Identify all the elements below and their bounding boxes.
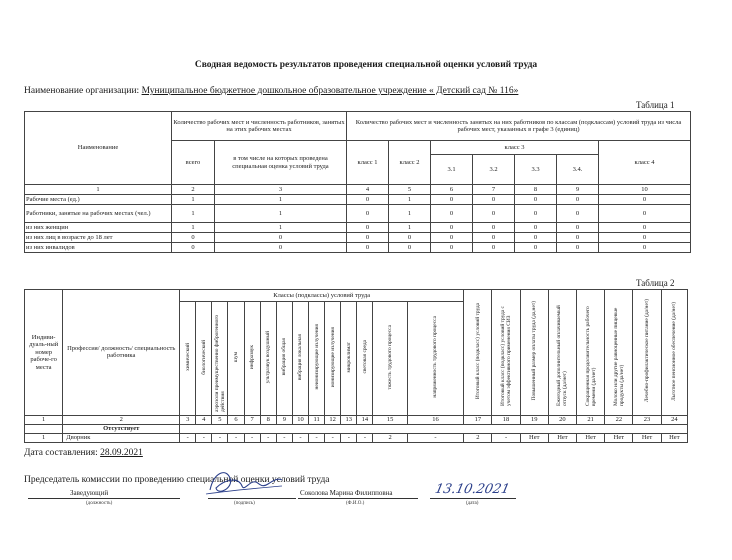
t1-cell: 0 <box>557 223 599 233</box>
t2-colnum: 19 <box>520 415 548 424</box>
t2-cell: Нет <box>661 433 687 442</box>
t1-cell: 0 <box>515 205 557 223</box>
position-line <box>28 498 180 499</box>
t1-cell: 1 <box>389 205 431 223</box>
t1-cell: 1 <box>389 223 431 233</box>
t1-cell: 0 <box>473 233 515 243</box>
workplace-table <box>24 289 688 443</box>
t2-colnum: 16 <box>407 415 464 424</box>
organization-name: Муниципальное бюджетное дошкольное образовательное учреждение « Детский сад № 116» <box>141 86 519 96</box>
t1-row-name: Рабочие места (ед.) <box>25 195 172 205</box>
t2-header-classes: Классы (подклассы) условий труда <box>180 290 464 302</box>
t2-cell: - <box>492 433 520 442</box>
t2-header-factor: микроклимат <box>341 302 357 416</box>
t1-cell: 0 <box>557 243 599 253</box>
t2-header-result: Льготное пенсионное обеспечение (да/нет) <box>661 290 687 416</box>
t2-colnum: 22 <box>605 415 633 424</box>
t1-colnum: 4 <box>347 185 389 195</box>
t1-colnum: 5 <box>389 185 431 195</box>
t2-cell: Нет <box>520 433 548 442</box>
t1-header-class1: класс 1 <box>347 141 389 185</box>
t2-header-factor: тяжесть трудового процесса <box>373 302 407 416</box>
t1-row-name: из них лиц в возрасте до 18 лет <box>25 233 172 243</box>
t2-header-factor: вибрация общая <box>276 302 292 416</box>
t1-cell: 0 <box>347 205 389 223</box>
t2-colnum: 6 <box>228 415 244 424</box>
t2-cell: - <box>276 433 292 442</box>
t2-header-factor: химический <box>180 302 196 416</box>
t2-header-factor: ионизирующие излучения <box>325 302 341 416</box>
t1-cell: 1 <box>172 195 215 205</box>
t2-colnum: 12 <box>325 415 341 424</box>
t2-header-result: Повышенный размер оплаты труда (да,нет) <box>520 290 548 416</box>
compilation-date <box>24 448 143 458</box>
t2-colnum: 3 <box>180 415 196 424</box>
t2-cell: 2 <box>373 433 407 442</box>
t1-header-class4: класс 4 <box>599 141 691 185</box>
t1-cell: 1 <box>172 205 215 223</box>
handwritten-date-text: 13.10.2021 <box>433 482 512 497</box>
t1-cell: 0 <box>473 243 515 253</box>
t1-header-class2: класс 2 <box>389 141 431 185</box>
t1-row-name: из них инвалидов <box>25 243 172 253</box>
t1-row <box>25 195 691 205</box>
t1-cell: 0 <box>599 243 691 253</box>
date-value: 28.09.2021 <box>100 448 143 458</box>
t2-colnum: 10 <box>292 415 308 424</box>
t1-colnum: 10 <box>599 185 691 195</box>
t2-colnum: 5 <box>212 415 228 424</box>
t2-row-number: 1 <box>25 433 63 442</box>
t1-cell: 0 <box>515 223 557 233</box>
date-label: Дата составления: <box>24 448 98 458</box>
t1-cell: 0 <box>431 205 473 223</box>
t1-colnum: 8 <box>515 185 557 195</box>
t2-colnum: 20 <box>548 415 576 424</box>
t2-cell: - <box>228 433 244 442</box>
t2-header-factor: неионизирующие излучения <box>309 302 325 416</box>
t2-colnum: 11 <box>309 415 325 424</box>
t2-colnum: 1 <box>25 415 63 424</box>
t2-row-profession: Дворник <box>63 433 180 442</box>
t2-cell: Нет <box>548 433 576 442</box>
t2-header-factor: световая среда <box>357 302 373 416</box>
t2-cell: - <box>260 433 276 442</box>
t2-header-factor: биологический <box>196 302 212 416</box>
t1-cell: 0 <box>347 223 389 233</box>
chair-position: Заведующий <box>70 489 109 497</box>
t2-header-result: Лечебно-профилактическое питание (да/нет) <box>633 290 661 416</box>
t1-cell: 0 <box>215 243 347 253</box>
caption-signature: (подпись) <box>234 501 255 506</box>
t1-cell: 0 <box>431 195 473 205</box>
t1-row <box>25 233 691 243</box>
t1-cell: 1 <box>389 195 431 205</box>
t2-colnum: 13 <box>341 415 357 424</box>
t2-section-row <box>25 424 688 433</box>
t1-cell: 1 <box>215 195 347 205</box>
t1-cell: 0 <box>599 223 691 233</box>
t2-cell: - <box>244 433 260 442</box>
t1-header-sub: 3.1 <box>431 155 473 185</box>
t1-header-class3: класс 3 <box>431 141 599 155</box>
t1-header-sub: 3.3 <box>515 155 557 185</box>
handwritten-signature <box>204 466 284 502</box>
t2-section-label: Отсутствует <box>63 424 180 433</box>
t1-cell: 0 <box>473 223 515 233</box>
document-title: Сводная ведомость результатов проведения специальной оценки условий труда <box>194 60 538 70</box>
t2-header-factor: шум <box>228 302 244 416</box>
t2-header-result: Итоговый класс (подкласс) условий труда <box>464 290 492 416</box>
t1-column-numbers <box>25 185 691 195</box>
t2-header-factor: ультразвук воздушный <box>260 302 276 416</box>
t1-cell: 0 <box>347 233 389 243</box>
t2-cell: Нет <box>633 433 661 442</box>
t2-colnum: 14 <box>357 415 373 424</box>
t1-cell: 0 <box>557 233 599 243</box>
t1-cell: 1 <box>172 223 215 233</box>
t2-cell: - <box>292 433 308 442</box>
t2-header-number: Индиви-дуаль-ный номер рабоче-го места <box>25 290 63 416</box>
t1-cell: 1 <box>215 205 347 223</box>
t1-header-sub: 3.2 <box>473 155 515 185</box>
t2-header-factor: вибрация локальная <box>292 302 308 416</box>
t2-colnum: 4 <box>196 415 212 424</box>
t2-cell: - <box>196 433 212 442</box>
t2-cell: - <box>325 433 341 442</box>
t1-cell: 0 <box>599 195 691 205</box>
t1-header-sub: 3.4. <box>557 155 599 185</box>
fio-line <box>298 498 418 499</box>
t1-cell: 0 <box>431 233 473 243</box>
t1-colnum: 9 <box>557 185 599 195</box>
t1-cell: 0 <box>515 195 557 205</box>
t1-header-total: всего <box>172 141 215 185</box>
t1-colnum: 1 <box>25 185 172 195</box>
t1-cell: 0 <box>347 243 389 253</box>
summary-table <box>24 111 691 253</box>
t2-header-result: Молоко или другие равноценные пищевые продукты (да/нет) <box>605 290 633 416</box>
t2-cell: Нет <box>577 433 605 442</box>
t1-colnum: 7 <box>473 185 515 195</box>
organization-line <box>24 86 518 96</box>
t2-header-factor: аэрозоли преимущественно фиброгенного действия <box>212 302 228 416</box>
t2-header-result: Итоговый класс (подкласс) условий труда с учетом эффективного применения СИЗ <box>492 290 520 416</box>
t1-cell: 0 <box>347 195 389 205</box>
t1-cell: 0 <box>557 205 599 223</box>
t2-colnum: 2 <box>63 415 180 424</box>
caption-fio: (Ф.И.О.) <box>346 501 365 506</box>
t2-colnum: 15 <box>373 415 407 424</box>
t1-cell: 0 <box>515 233 557 243</box>
t2-column-numbers <box>25 415 688 424</box>
chair-fio: Соколова Марина Филипповна <box>300 489 393 497</box>
t2-colnum: 21 <box>577 415 605 424</box>
date-line <box>430 498 516 499</box>
t1-cell: 0 <box>172 233 215 243</box>
commission-chair-label: Председатель комиссии по проведению специальной оценки условий труда <box>24 475 330 485</box>
t1-cell: 0 <box>515 243 557 253</box>
t2-cell: - <box>407 433 464 442</box>
t1-cell: 0 <box>215 233 347 243</box>
t1-colnum: 2 <box>172 185 215 195</box>
t2-header-result: Ежегодный дополнительный оплачиваемый отпуск (да/нет) <box>548 290 576 416</box>
t1-colnum: 3 <box>215 185 347 195</box>
t2-colnum: 17 <box>464 415 492 424</box>
t1-row-name: Работники, занятые на рабочих местах (чел.) <box>25 205 172 223</box>
t1-header-count: Количество рабочих мест и численность работников, занятых на этих рабочих местах <box>172 112 347 141</box>
t1-row <box>25 243 691 253</box>
t2-row <box>25 433 688 442</box>
t1-cell: 0 <box>172 243 215 253</box>
t1-cell: 0 <box>599 233 691 243</box>
t1-row <box>25 205 691 223</box>
t2-cell: - <box>341 433 357 442</box>
caption-date: (дата) <box>466 501 479 506</box>
t2-colnum: 8 <box>260 415 276 424</box>
t2-cell: - <box>357 433 373 442</box>
t1-header-classes: Количество рабочих мест и численность занятых на них работников по классам (подклассам) условий труда из числа рабочих мест, указанных в графе 3 (единиц) <box>347 112 691 141</box>
t1-row-name: из них женщин <box>25 223 172 233</box>
table2-label: Таблица 2 <box>636 278 675 288</box>
t1-cell: 0 <box>389 233 431 243</box>
t1-cell: 0 <box>557 195 599 205</box>
t2-header-factor: напряженность трудового процесса <box>407 302 464 416</box>
t1-cell: 1 <box>215 223 347 233</box>
t1-row <box>25 223 691 233</box>
t2-header-factor: инфразвук <box>244 302 260 416</box>
t2-header-result: Сокращенная продолжительность рабочего времени (да/нет) <box>577 290 605 416</box>
table1-label: Таблица 1 <box>636 100 675 110</box>
handwritten-date <box>433 476 518 498</box>
t2-cell: - <box>212 433 228 442</box>
t1-cell: 0 <box>473 195 515 205</box>
t2-colnum: 18 <box>492 415 520 424</box>
t1-header-name: Наименование <box>25 112 172 185</box>
t1-cell: 0 <box>389 243 431 253</box>
t1-header-assessed: в том числе на которых проведена специальная оценка условий труда <box>215 141 347 185</box>
t2-header-profession: Профессия/ должность/ специальность работника <box>63 290 180 416</box>
t2-cell: - <box>309 433 325 442</box>
t2-colnum: 23 <box>633 415 661 424</box>
t1-cell: 0 <box>431 223 473 233</box>
t2-cell: 2 <box>464 433 492 442</box>
t2-cell: - <box>180 433 196 442</box>
t2-colnum: 7 <box>244 415 260 424</box>
t1-colnum: 6 <box>431 185 473 195</box>
t1-cell: 0 <box>473 205 515 223</box>
t1-cell: 0 <box>599 205 691 223</box>
t1-cell: 0 <box>431 243 473 253</box>
t2-colnum: 9 <box>276 415 292 424</box>
t2-colnum: 24 <box>661 415 687 424</box>
caption-position: (должность) <box>86 501 113 506</box>
organization-label: Наименование организации: <box>24 86 140 96</box>
t2-cell: Нет <box>605 433 633 442</box>
